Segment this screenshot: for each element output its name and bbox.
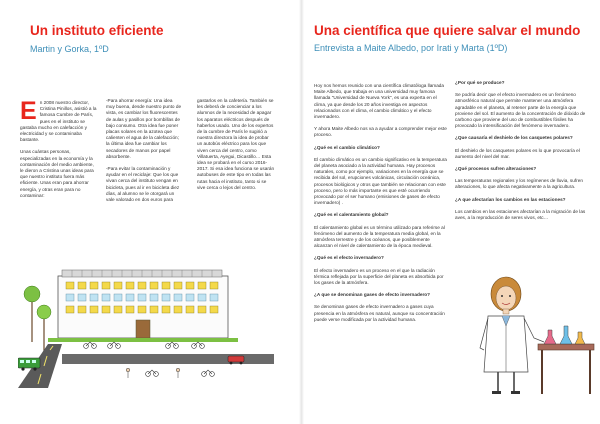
question: ¿Qué procesos sufren alteraciones? xyxy=(455,166,537,172)
drop-cap: E xyxy=(20,97,37,125)
right-page xyxy=(302,0,600,424)
answer: Se denominan gases de efecto invernadero a gases cuya presencia en la atmósfera es natural, aunque su concentración puede verse modificada por la actividad humana. xyxy=(314,304,445,322)
answer: El calentamiento global es un término utilizado para referirse al fenómeno del aumento de la temperatura media global, en la atmósfera terrestre y de los océanos, que posiblemente alcanzan el nivel de calentamiento de la época medieval. xyxy=(314,224,445,249)
question: ¿A que afectarían los cambios en las estaciones? xyxy=(455,196,566,202)
lab-table-icon xyxy=(538,344,594,394)
paragraph: n 2008 nuestro director, Cristina Pinillos, asistió a la famosa Cumbre de París, pues en el instituto se gastaba mucho en calefacción y electricidad y se contaminaba bastante. xyxy=(20,100,97,143)
right-article-byline: Entrevista a Maite Albedo, por Irati y Marta (1ºD) xyxy=(314,43,508,53)
answer: Se podría decir que el efecto invernadero es un fenómeno atmosférico natural que permite mantener una atmósfera agradable en el planeta, al retener parte de la energía que proviene del sol. El aumento de la concentración de dióxido de carbono que proviene del uso de combustibles fósiles ha provocado la intensificación del fenómeno invernadero. xyxy=(455,92,586,129)
paragraph: Unas cuántas personas, especializadas en la economía y la contaminación del medio ambiente, le dieron a Cristina unas ideas para que nuestro instituto fuera más eficiente. Unas eran para ahorrar energía, y otras eran para no contaminar: xyxy=(20,149,94,198)
intro-paragraph: Y ahora Maite Albedo nos va a ayudar a comprender mejor este proceso. xyxy=(314,126,447,138)
right-column-1 xyxy=(314,83,447,323)
paragraph: -Para ahorrar energía: Una idea muy buena, desde nuestro punto de vista, es cambiar los fluorescentes de aulas y pasillos por bombillas de bajo consumo. Otra idea fue poner placas solares en la azotea que calienten el agua de la calefacción; la última idea fue cambiar los secadores de manos por papel absorbente. xyxy=(106,98,182,159)
question: ¿Qué es el cambio climático? xyxy=(314,144,380,150)
answer: El deshielo de los casquetes polares es lo que provocaría el aumento del nivel del mar. xyxy=(455,147,580,159)
answer: El efecto invernadero es un proceso en el que la radiación térmica reflejada por la superficie del planeta es absorbida por los gases de la atmósfera. xyxy=(314,267,444,286)
paragraph: gastarlos en la cafetería. También se les deberá de concienciar a los alumnos de la necesidad de apagar los aparatos eléctricos después de haberlos usado. Uno de los expertos de la cumbre de París le sugirió a nuestra directora la idea de probar un autobús eléctrico para los que viven cerca del centro, como Villatuerta, Ayegui, Dicastillo… Esta idea se probará en el curso 2016-2017. Si esa idea funciona se usarán autobuses de este tipo en todas las rutas hacia el instituto, tanto si se vive cerca o lejos del centro. xyxy=(197,98,275,190)
left-article-byline: Martin y Gorka, 1ºD xyxy=(30,44,109,54)
solar-panels-icon xyxy=(62,270,222,277)
left-column-1 xyxy=(20,97,97,199)
answer: Los cambios en las estaciones afectarían a la migración de las aves, a la reproducción de seres vivos, etc… xyxy=(455,208,586,221)
answer: Las temperaturas regionales y los regímenes de lluvia, sufren alteraciones, lo que afecta negativamente a la agricultura. xyxy=(455,178,583,190)
question: ¿Qué es el efecto invernadero? xyxy=(314,255,384,261)
scientist-drawing xyxy=(472,268,597,403)
question: ¿A que se denominan gases de efecto invernadero? xyxy=(314,292,431,298)
tree-icon xyxy=(24,286,51,352)
question: ¿Por qué se produce? xyxy=(455,80,505,85)
left-article-title: Un instituto eficiente xyxy=(30,23,164,38)
intro-paragraph: Hoy nos hemos reunido con una científica climatóloga llamada Maite Albedo, que trabaja en una universidad muy famosa llamada "Universidad de Nueva York", es una experta en el clima, ya que desde los 20 años investiga en aspectos relacionados con el clima, el cambio climático y el efecto invernadero. xyxy=(314,83,445,120)
right-article-title: Una científica que quiere salvar el mundo xyxy=(314,23,581,38)
flask-icon xyxy=(544,326,585,344)
question: ¿Que causaría el deshielo de los casquetes polares? xyxy=(455,135,573,141)
scientist-icon xyxy=(480,277,544,394)
left-column-3 xyxy=(197,98,275,191)
answer: El cambio climático es un cambio significativo en la temperatura del planeta asociado a la actividad humana. Hay procesos naturales, como por ejemplo, variaciones en la energía que se recibida del sol, erupciones volcánicas, circulación oceánica, procesos biológicos y otros que también se relacionan con este proceso, pero lo más importante es que esté ocurriendo provocado por el ser humano (emisiones de gases de efecto invernadero) . xyxy=(314,156,447,206)
paragraph: -Para evitar la contaminación y ayudar en el reciclaje: Que los que vivan cerca del instituto vengan en bicicleta, pues al ir en bicicleta diez días, al alumno se le otorgará un vale valorado en dos euros para xyxy=(106,166,180,203)
school-drawing xyxy=(18,262,274,388)
left-column-2 xyxy=(106,98,182,203)
right-column-2 xyxy=(455,80,591,221)
question: ¿Qué es el calentamiento global? xyxy=(314,212,389,218)
